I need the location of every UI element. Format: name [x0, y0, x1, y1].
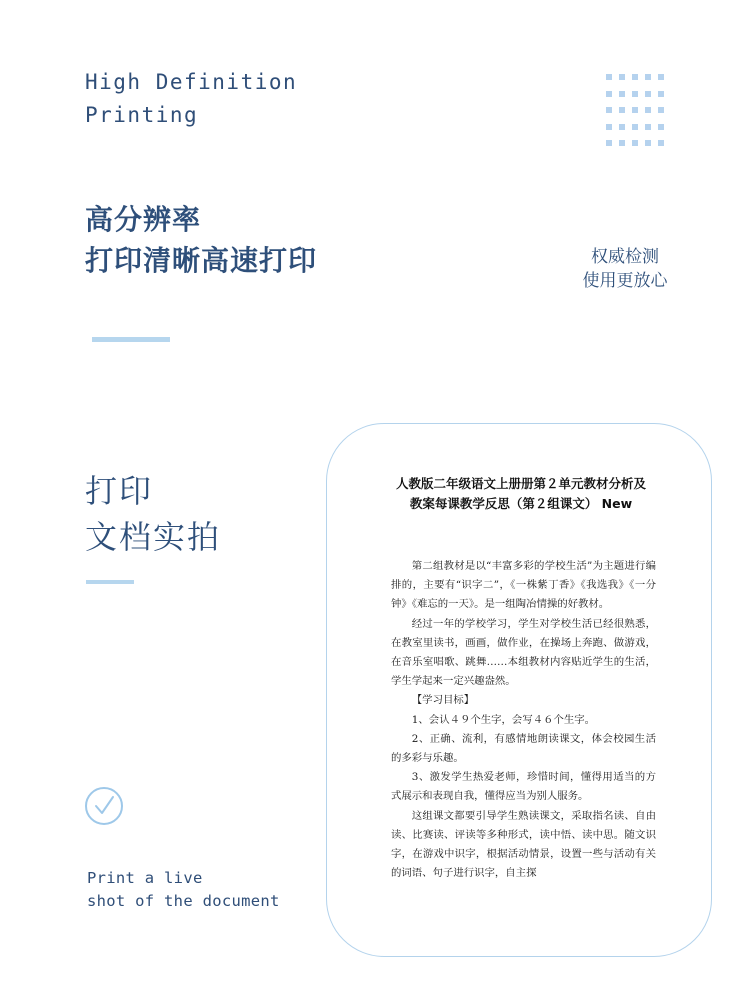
document-paragraph: 【学习目标】	[411, 694, 475, 707]
document-paragraph: 3、激发学生热爱老师，珍惜时间，懂得用适当的方式展示和表现自我，懂得应当为别人服务。	[391, 771, 656, 803]
accent-bar-left	[86, 580, 134, 584]
hd-line-2: Printing	[85, 103, 199, 127]
left-title-line-1: 打印	[85, 472, 154, 510]
document-paragraph: 1、会认４９个生字，会写４６个生字。	[411, 713, 596, 726]
check-circle-icon	[85, 787, 123, 825]
headline-line-2: 打印清晰高速打印	[85, 244, 318, 277]
document-paragraph: 经过一年的学校学习，学生对学校生活已经很熟悉，在教室里读书，画画，做作业，在操场上奔跑、做游戏，在音乐室唱歌、跳舞……本组教材内容贴近学生的生活，学生学起来一定兴趣盎然。	[391, 617, 656, 688]
document-body	[391, 557, 656, 883]
document-paragraph: 第二组教材是以“丰富多彩的学校生活”为主题进行编排的，主要有“识字二”，《一株紫丁香》《我选我》《一分钟》《难忘的一天》。是一组陶冶情操的好教材。	[391, 560, 656, 611]
caption-line-2: shot of the document	[87, 892, 280, 910]
document-title: 人教版二年级语文上册册第２单元教材分析及教案每课教学反思（第２组课文） New	[395, 476, 646, 511]
dot-grid-icon	[606, 74, 664, 164]
hd-line-1: High Definition	[85, 70, 298, 94]
headline-line-1: 高分辨率	[85, 203, 202, 236]
caption-line-1: Print a live	[87, 869, 203, 887]
document-paragraph: 这组课文都要引导学生熟读课文，采取指名读、自由读、比赛读、评读等多种形式，读中悟、读中思。随文识字，在游戏中识字，根据活动情景，设置一些与活动有关的词语、句子进行识字，自主探	[391, 809, 656, 880]
left-title-line-2: 文档实拍	[85, 518, 222, 556]
document-paragraph: 2、正确、流利，有感情地朗读课文，体会校园生活的多彩与乐趣。	[391, 732, 656, 765]
side-note-line-2: 使用更放心	[582, 271, 668, 291]
accent-bar-top	[92, 337, 170, 342]
side-note-line-1: 权威检测	[591, 247, 659, 267]
